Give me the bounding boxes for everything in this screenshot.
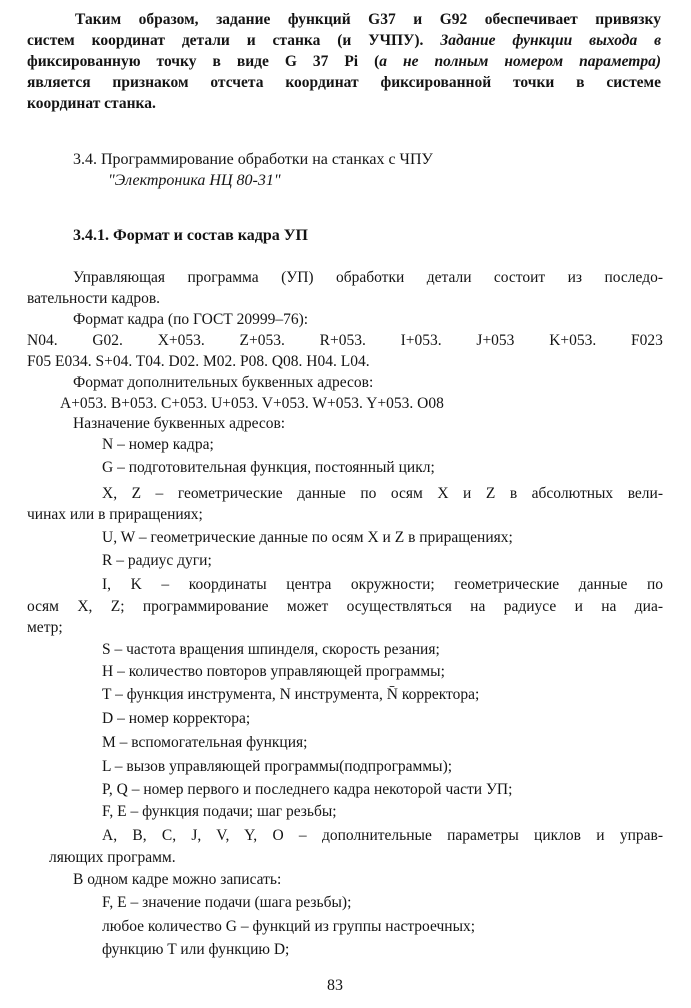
frame-word: R+053. xyxy=(319,332,366,349)
paragraph-line xyxy=(27,31,661,51)
paragraph-line: вательности кадров. xyxy=(27,290,161,307)
address-item-l: L – вызов управляющей программы(подпрограммы); xyxy=(102,758,453,775)
address-item-t: T – функция инструмента, N инструмента, N̄ корректора; xyxy=(102,686,480,703)
page-number: 83 xyxy=(327,977,343,994)
frame-word: G02. xyxy=(92,332,123,349)
frame-format-label: Формат кадра (по ГОСТ 20999–76): xyxy=(73,311,309,328)
address-item-m: M – вспомогательная функция; xyxy=(102,734,308,751)
address-item-n: N – номер кадра; xyxy=(102,436,214,453)
frame-word: Z+053. xyxy=(239,332,285,349)
address-item-ik-continued: метр; xyxy=(27,619,63,636)
address-item-s: S – частота вращения шпинделя, скорость резания; xyxy=(102,641,440,658)
one-frame-item: функцию T или функцию D; xyxy=(102,941,290,958)
frame-word: I+053. xyxy=(400,332,442,349)
paragraph-line: Управляющая программа (УП) обработки детали состоит из последо- xyxy=(73,269,663,286)
frame-word: J+053 xyxy=(476,332,515,349)
address-item-uw: U, W – геометрические данные по осям X и Z в приращениях; xyxy=(102,529,513,546)
address-item-h: H – количество повторов управляющей программы; xyxy=(102,663,445,680)
text-span: систем координат детали и станка (и УЧПУ). xyxy=(27,32,441,49)
section-heading: 3.4. Программирование обработки на станках с ЧПУ xyxy=(73,151,433,168)
address-item-ik: I, K – координаты центра окружности; геометрические данные по xyxy=(102,576,663,593)
text-span: фиксированную точку в виде G 37 Pi ( xyxy=(27,53,380,70)
paragraph-line: координат станка. xyxy=(27,95,156,112)
address-item-abc-continued: ляющих программ. xyxy=(49,849,176,866)
frame-word: K+053. xyxy=(549,332,597,349)
address-item-pq: P, Q – номер первого и последнего кадра некоторой части УП; xyxy=(102,781,513,798)
paragraph-line: является признаком отсчета координат фиксированной точки в системе xyxy=(27,74,661,91)
frame-format-line xyxy=(27,331,663,351)
paragraph-line: Таким образом, задание функций G37 и G92 обеспечивает привязку xyxy=(75,11,661,28)
subsection-heading: 3.4.1. Формат и состав кадра УП xyxy=(73,227,308,244)
address-item-fe: F, E – функция подачи; шаг резьбы; xyxy=(102,803,337,820)
address-meaning-label: Назначение буквенных адресов: xyxy=(73,415,286,432)
frame-word: F023 xyxy=(631,332,663,349)
one-frame-item: F, E – значение подачи (шага резьбы); xyxy=(102,894,352,911)
frame-word: N04. xyxy=(27,332,58,349)
italic-span: Задание функции выхода в xyxy=(440,32,662,49)
address-item-g: G – подготовительная функция, постоянный цикл; xyxy=(102,459,435,476)
extra-addresses-line: A+053. B+053. C+053. U+053. V+053. W+053. Y+053. O08 xyxy=(60,395,444,412)
frame-word: X+053. xyxy=(157,332,205,349)
section-heading-subtitle: "Электроника НЦ 80-31" xyxy=(108,172,281,189)
paragraph-line xyxy=(27,52,661,72)
one-frame-item: любое количество G – функций из группы настроечных; xyxy=(102,918,476,935)
address-item-ik-continued: осям X, Z; программирование может осуществляться на радиусе и на диа- xyxy=(27,598,663,615)
one-frame-label: В одном кадре можно записать: xyxy=(73,871,282,888)
address-item-abc: A, B, C, J, V, Y, O – дополнительные параметры циклов и управ- xyxy=(102,827,663,844)
frame-format-line: F05 E034. S+04. T04. D02. M02. P08. Q08. H04. L04. xyxy=(27,353,370,370)
italic-span: а не полным номером параметра) xyxy=(379,53,661,70)
address-item-xz: X, Z – геометрические данные по осям X и Z в абсолютных вели- xyxy=(102,485,663,502)
address-item-xz-continued: чинах или в приращениях; xyxy=(27,506,203,523)
extra-addresses-label: Формат дополнительных буквенных адресов: xyxy=(73,374,374,391)
address-item-d: D – номер корректора; xyxy=(102,710,251,727)
address-item-r: R – радиус дуги; xyxy=(102,552,212,569)
